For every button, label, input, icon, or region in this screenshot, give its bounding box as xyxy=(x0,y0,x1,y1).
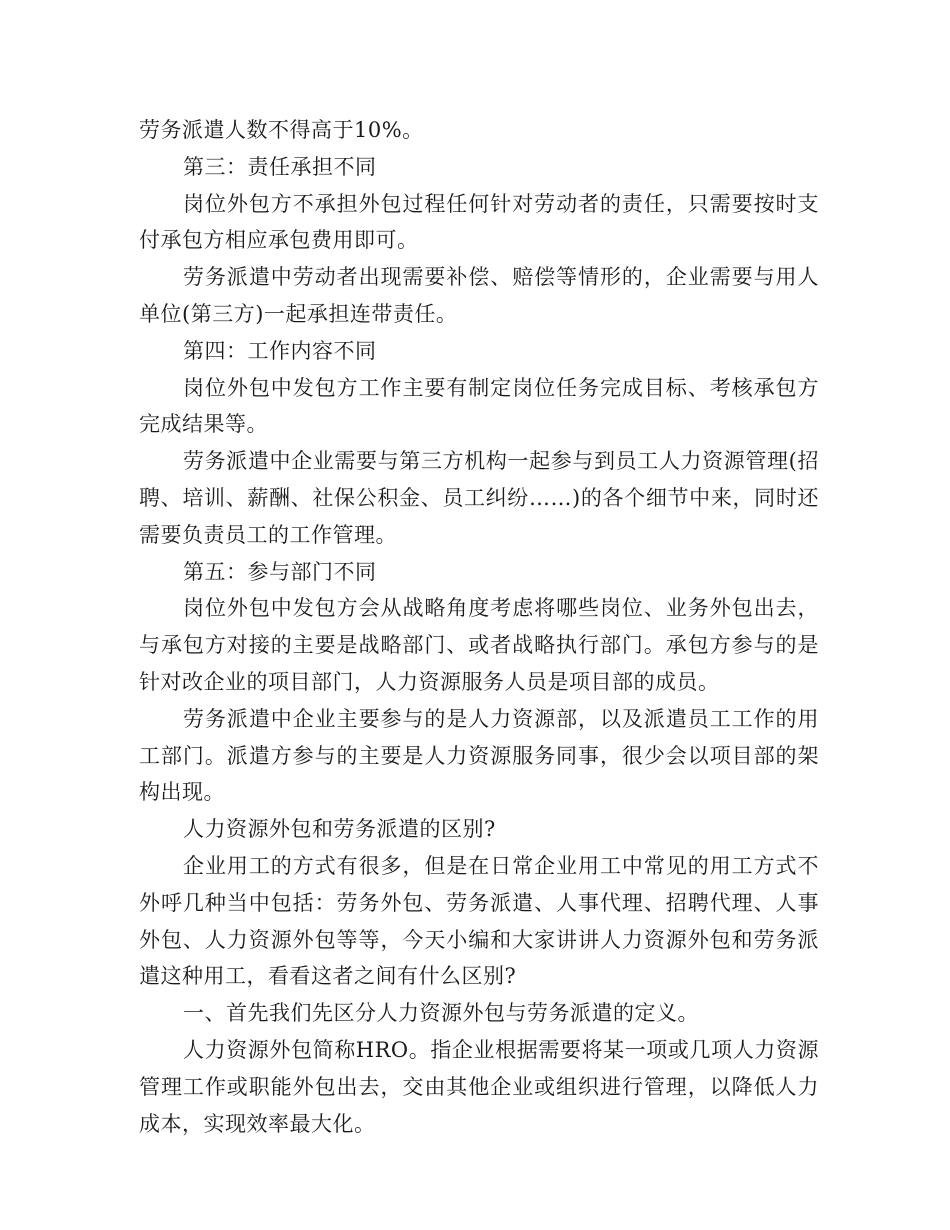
document-body xyxy=(139,112,819,1142)
section-heading: 第五：参与部门不同 xyxy=(183,559,377,584)
section-heading: 人力资源外包和劳务派遣的区别? xyxy=(183,817,496,842)
paragraph: 岗位外包方不承担外包过程任何针对劳动者的责任，只需要按时支付承包方相应承包费用即可。 xyxy=(139,191,819,253)
section-heading: 第三：责任承担不同 xyxy=(183,154,377,179)
paragraph: 人力资源外包简称HRO。指企业根据需要将某一项或几项人力资源管理工作或职能外包出去，交由其他企业或组织进行管理，以降低人力成本，实现效率最大化。 xyxy=(139,1037,819,1136)
section-heading: 一、首先我们先区分人力资源外包与劳务派遣的定义。 xyxy=(183,1001,699,1026)
paragraph: 劳务派遣人数不得高于10%。 xyxy=(139,118,424,142)
paragraph: 劳务派遣中企业需要与第三方机构一起参与到员工人力资源管理(招聘、培训、薪酬、社保公积金、员工纠纷……)的各个细节中来，同时还需要负责员工的工作管理。 xyxy=(139,449,819,547)
paragraph: 劳务派遣中劳动者出现需要补偿、赔偿等情形的，企业需要与用人单位(第三方)一起承担连带责任。 xyxy=(139,265,819,326)
paragraph: 岗位外包中发包方工作主要有制定岗位任务完成目标、考核承包方完成结果等。 xyxy=(139,375,819,437)
paragraph: 劳务派遣中企业主要参与的是人力资源部，以及派遣员工工作的用工部门。派遣方参与的主要是人力资源服务同事，很少会以项目部的架构出现。 xyxy=(139,706,819,805)
paragraph: 岗位外包中发包方会从战略角度考虑将哪些岗位、业务外包出去，与承包方对接的主要是战略部门、或者战略执行部门。承包方参与的是针对改企业的项目部门，人力资源服务人员是项目部的成员。 xyxy=(139,596,819,694)
section-heading: 第四：工作内容不同 xyxy=(183,338,377,363)
paragraph: 企业用工的方式有很多，但是在日常企业用工中常见的用工方式不外呼几种当中包括：劳务外包、劳务派遣、人事代理、招聘代理、人事外包、人力资源外包等等，今天小编和大家讲讲人力资源外包和劳务派遣这种用工，看看这者之间有什么区别? xyxy=(139,853,819,989)
